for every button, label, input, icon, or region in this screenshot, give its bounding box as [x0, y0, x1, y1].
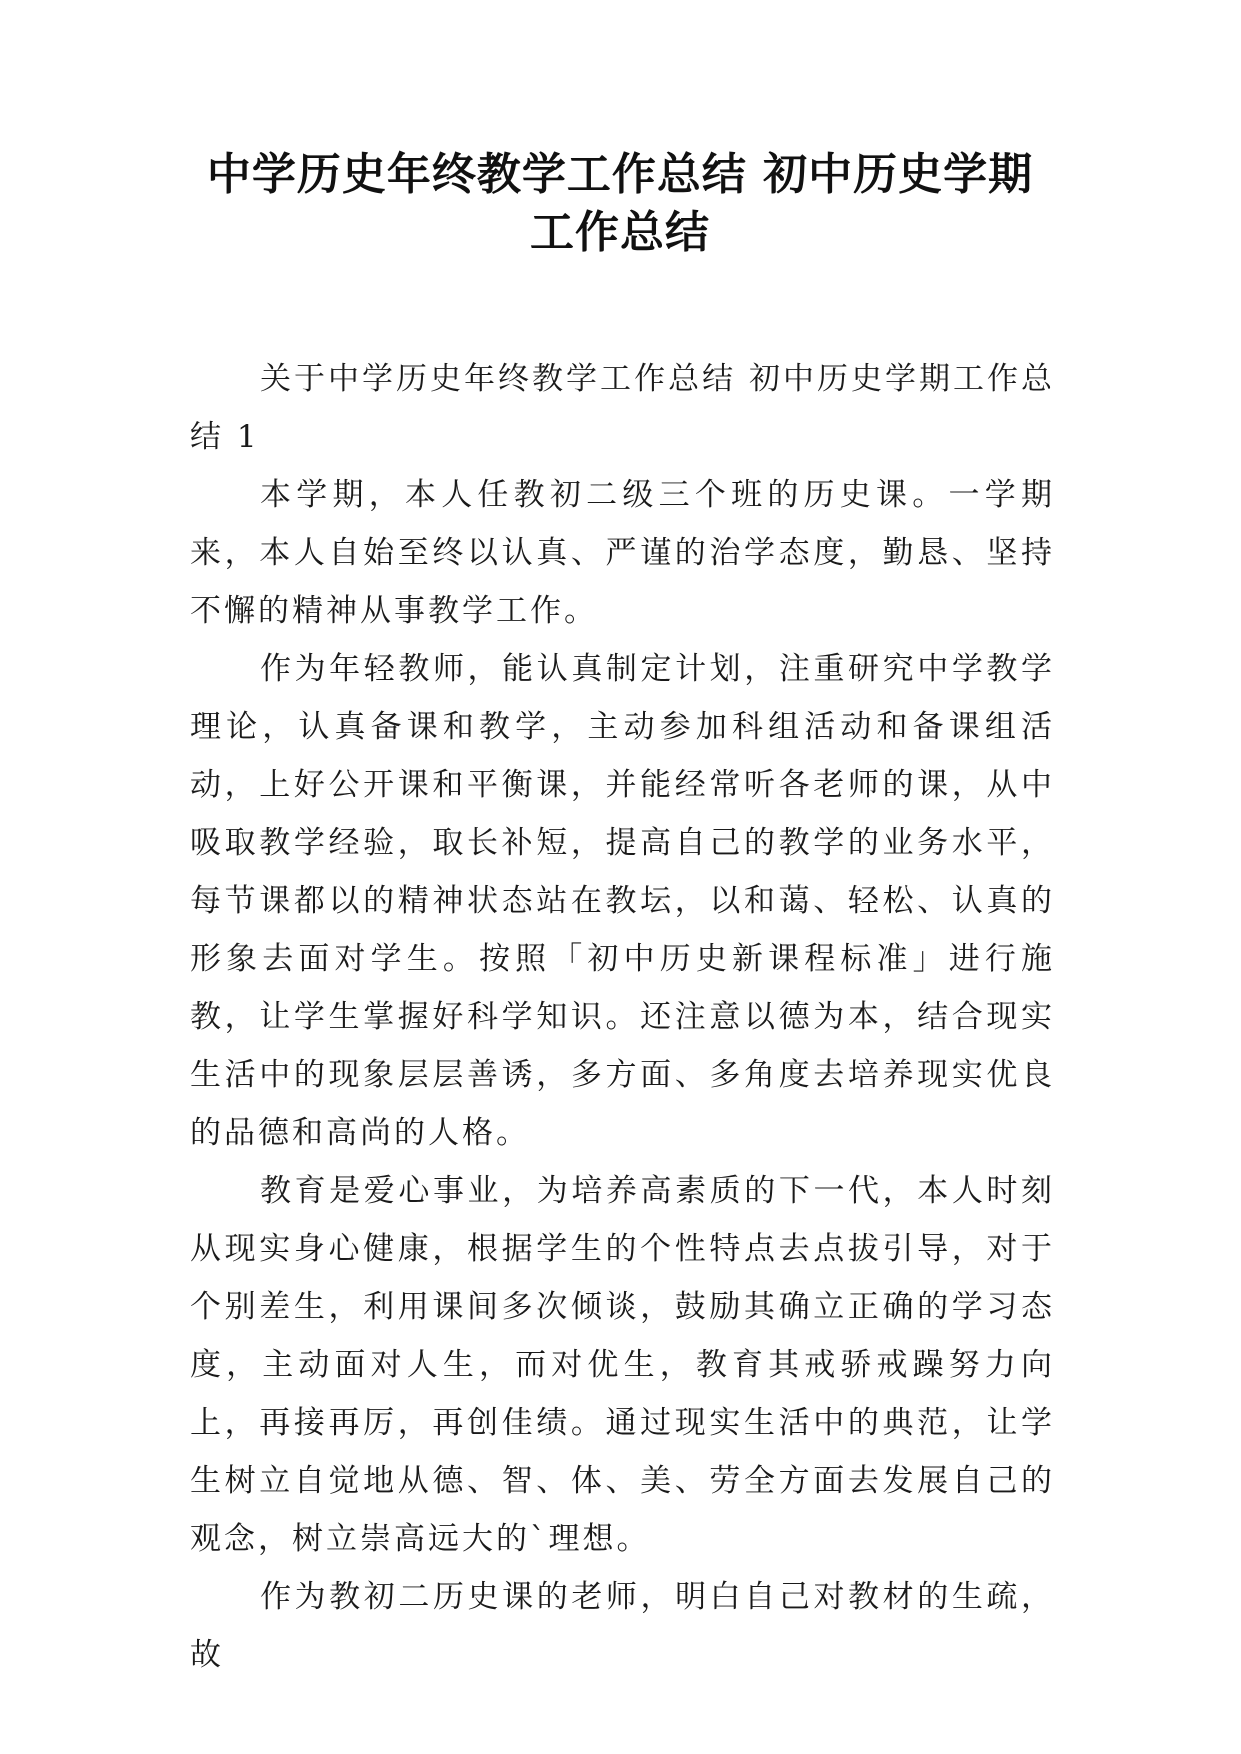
document-title: [160, 146, 1080, 262]
paragraph: 本学期，本人任教初二级三个班的历史课。一学期来，本人自始至终以认真、严谨的治学态度，勤恳、坚持不懈的精神从事教学工作。: [190, 477, 1055, 629]
paragraph: 教育是爱心事业，为培养高素质的下一代，本人时刻从现实身心健康，根据学生的个性特点去点拔引导，对于个别差生，利用课间多次倾谈，鼓励其确立正确的学习态度，主动面对人生，而对优生，教育其戒骄戒躁努力向上，再接再厉，再创佳绩。通过现实生活中的典范，让学生树立自觉地从德、智、体、美、劳全方面去发展自己的观念，树立崇高远大的`理想。: [190, 1173, 1055, 1557]
document-body: [190, 350, 1055, 1684]
paragraph: 作为教初二历史课的老师，明白自己对教材的生疏，故: [190, 1579, 1055, 1673]
paragraph-heading: 关于中学历史年终教学工作总结 初中历史学期工作总结 1: [190, 361, 1055, 455]
title-line-2: 工作总结: [530, 207, 710, 258]
paragraph: 作为年轻教师，能认真制定计划，注重研究中学教学理论，认真备课和教学，主动参加科组活动和备课组活动，上好公开课和平衡课，并能经常听各老师的课，从中吸取教学经验，取长补短，提高自己的教学的业务水平，每节课都以的精神状态站在教坛，以和蔼、轻松、认真的形象去面对学生。按照「初中历史新课程标准」进行施教，让学生掌握好科学知识。还注意以德为本，结合现实生活中的现象层层善诱，多方面、多角度去培养现实优良的品德和高尚的人格。: [190, 651, 1055, 1151]
title-line-1: 中学历史年终教学工作总结 初中历史学期: [206, 149, 1034, 200]
